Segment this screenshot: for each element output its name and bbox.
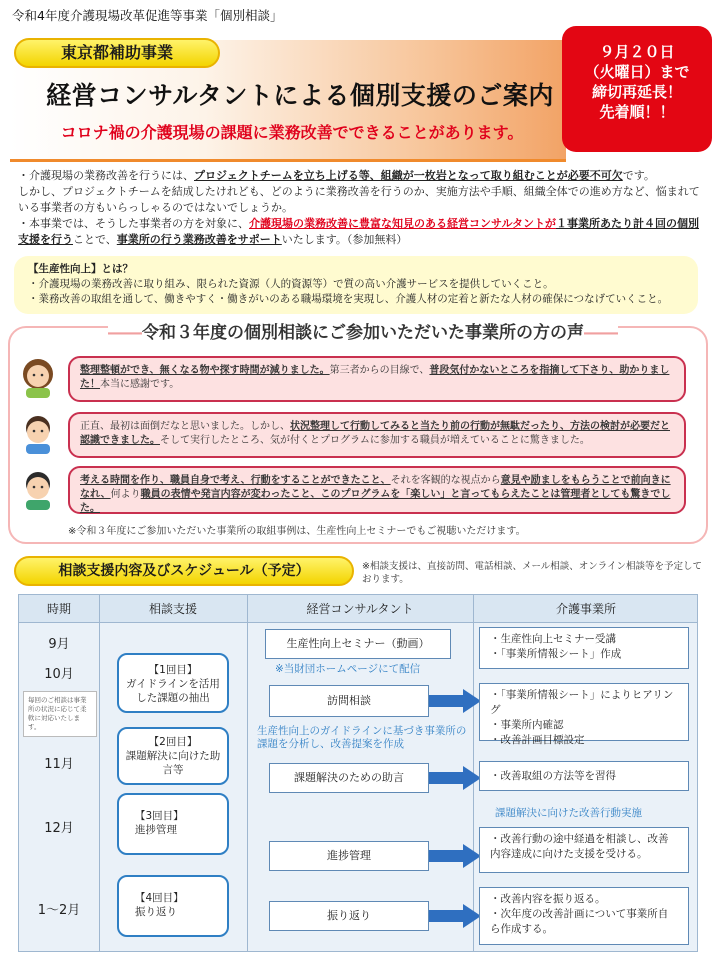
session-4-num: 【4回目】 xyxy=(135,892,184,904)
schedule-tag: 相談支援内容及びスケジュール（予定） xyxy=(14,556,354,586)
progress-box: 進捗管理 xyxy=(269,841,429,871)
voices-note: ※令和３年度にご参加いただいた事業所の取組事例は、生産性向上セミナーでもご視聴いただけます。 xyxy=(68,526,526,537)
voice-3-text-a: それを客観的な視点から xyxy=(390,475,501,486)
period-nov: 11月 xyxy=(44,757,74,772)
header-consultation: 相談支援 xyxy=(148,602,197,616)
page-title: 経営コンサルタントによる個別支援のご案内 xyxy=(46,81,554,110)
voices-title-text: 令和３年度の個別相談にご参加いただいた事業所の方の声 xyxy=(142,323,584,343)
schedule-table xyxy=(18,594,698,952)
facility-box-2 xyxy=(479,683,689,746)
facility-box-2-line-3: ・改善計画目標設定 xyxy=(490,734,585,746)
voice-1-underline-1: 整理整頓ができ、無くなる物や探す時間が減りました。 xyxy=(80,365,330,376)
method-note: ※相談支援は、直接訪問、電話相談、メール相談、オンライン相談等を予定しております。 xyxy=(362,561,702,585)
session-4-text: 振り返り xyxy=(135,906,177,918)
deadline-badge xyxy=(562,26,712,152)
voices-title: ――令和３年度の個別相談にご参加いただいた事業所の方の声―― xyxy=(108,318,618,343)
page-subtitle: コロナ禍の介護現場の課題に業務改善でできることがあります。 xyxy=(60,123,524,142)
deadline-extension: 締切再延長！ xyxy=(591,83,682,101)
voice-3-underline-1: 考える時間を作り、職員自身で考え、行動をすることができたこと、 xyxy=(80,475,391,486)
productivity-line-2: ・業務改善の取組を通して、働きやすく・働きがいのある職場環境を実現し、介護人材の定着と新たな人材の確保につなげていくこと。 xyxy=(28,293,669,305)
header-consultant: 経営コンサルタント xyxy=(306,602,414,616)
period-note: 毎回のご相談は事業所の状況に応じて柔軟に対応いたします。 xyxy=(23,691,97,737)
intro-p1-b: です。 xyxy=(622,169,655,182)
col-divider xyxy=(99,595,100,951)
seminar-box: 生産性向上セミナー（動画） xyxy=(265,629,451,659)
intro-p3-b: １事業所あたり計４回の個別支援を行う xyxy=(18,217,700,246)
session-1-num: 【1回目】 xyxy=(148,664,198,676)
productivity-line-1: ・介護現場の業務改善に取り組み、限られた資源（人的資源等）で質の高い介護サービスを提供していくこと。 xyxy=(28,278,554,290)
facility-box-2-line-1: ・「事業所情報シート」によりヒアリング xyxy=(490,689,674,716)
intro-p3-red: 介護現場の業務改善に豊富な知見のある経営コンサルタントが xyxy=(249,217,557,230)
session-2 xyxy=(117,727,229,785)
voice-1-text-a: 第三者からの目線で、 xyxy=(329,365,430,376)
intro-p2: しかし、プロジェクトチームを結成したけれども、どのように業務改善を行うのか、実施方法や手順、組織全体での進め方など、悩まれている事業者の方もいらっしゃるのではないでしょうか。 xyxy=(18,185,700,214)
seminar-note: ※当財団ホームページにて配信 xyxy=(275,663,421,675)
review-box: 振り返り xyxy=(269,901,429,931)
voice-3-text-b: 何より xyxy=(110,489,141,500)
facility-box-3-line-1: ・改善取組の方法等を習得 xyxy=(490,770,616,782)
voice-card-1 xyxy=(68,356,686,402)
voice-1-text-b: 本当に感謝です。 xyxy=(100,379,180,390)
arrow-right-icon xyxy=(429,766,481,790)
voice-1-underline-2: 普段気付かないところを指摘して下さり、助かりました！ xyxy=(80,365,670,390)
voice-3-underline-2: 意見や励ましをもらうことで前向きになれ、 xyxy=(80,475,671,500)
deadline-first-come: 先着順！！ xyxy=(599,103,675,121)
intro-p3-d: いたします。（参加無料） xyxy=(281,233,408,246)
session-3-text: 進捗管理 xyxy=(135,824,177,836)
man-avatar-icon xyxy=(16,410,60,454)
period-sep: 9月 xyxy=(48,637,70,652)
intro-p3-c: ことで、 xyxy=(73,233,117,246)
productivity-box xyxy=(14,256,698,314)
facility-box-1-line-1: ・生産性向上セミナー受講 xyxy=(490,633,616,645)
facility-box-4 xyxy=(479,827,689,873)
voice-2-underline: 状況整理して行動してみると当たり前の行動が無駄だったり、方法の検討が必要だと認識できました。 xyxy=(80,421,670,446)
facility-box-3 xyxy=(479,761,689,791)
guideline-note: 生産性向上のガイドラインに基づき事業所の課題を分析し、改善提案を作成 xyxy=(257,725,467,750)
facility-box-5-line-2: ・次年度の改善計画について事業所自ら作成する。 xyxy=(490,908,669,935)
intro-text xyxy=(18,168,708,248)
voice-2-text-b: そして実行したところ、気が付くとプログラムに参加する職員が増えていることに驚きました。 xyxy=(160,435,590,446)
period-oct: 10月 xyxy=(44,667,74,682)
arrow-right-icon xyxy=(429,689,481,713)
header-period: 時期 xyxy=(46,602,71,616)
arrow-right-icon xyxy=(429,904,481,928)
subsidy-tag: 東京都補助事業 xyxy=(14,38,220,68)
visit-box: 訪問相談 xyxy=(269,685,429,717)
deadline-day: （火曜日）まで xyxy=(584,63,690,81)
period-dec: 12月 xyxy=(44,821,74,836)
session-1-text: ガイドラインを活用した課題の抽出 xyxy=(126,678,220,704)
productivity-heading: 【生産性向上】とは？ xyxy=(28,263,133,275)
session-4 xyxy=(117,875,229,937)
facility-box-1 xyxy=(479,627,689,669)
session-2-num: 【2回目】 xyxy=(148,736,198,748)
arrow-right-icon xyxy=(429,844,481,868)
voice-card-3 xyxy=(68,466,686,514)
col-divider xyxy=(247,595,248,951)
session-1 xyxy=(117,653,229,713)
woman-avatar-icon xyxy=(16,354,60,398)
facility-box-5 xyxy=(479,887,689,945)
staff-avatar-icon xyxy=(16,466,60,510)
facility-box-1-line-2: ・「事業所情報シート」作成 xyxy=(490,648,622,660)
facility-box-2-line-2: ・事業所内確認 xyxy=(490,719,564,731)
top-note: 令和4年度介護現場改革促進等事業「個別相談」 xyxy=(12,8,283,23)
intro-p1-a: ・介護現場の業務改善を行うには、 xyxy=(18,169,194,182)
period-jan-feb: 1〜2月 xyxy=(37,903,81,918)
voice-card-2 xyxy=(68,412,686,458)
voice-3-underline-3: 職員の表情や発言内容が変わったこと、このプログラムを「楽しい」と言ってもらえたことは管理者としても驚きでした。 xyxy=(80,489,671,514)
advice-box: 課題解決のための助言 xyxy=(269,763,429,793)
intro-p3-a: ・本事業では、そうした事業者の方を対象に、 xyxy=(18,217,249,230)
intro-p3-underline: 事業所の行う業務改善をサポート xyxy=(116,233,282,246)
header-facility: 介護事業所 xyxy=(555,602,616,616)
session-3 xyxy=(117,793,229,855)
table-header xyxy=(19,595,697,623)
session-3-num: 【3回目】 xyxy=(135,810,184,822)
session-2-text: 課題解決に向けた助言等 xyxy=(125,750,221,776)
deadline-date: ９月２０日 xyxy=(599,43,675,61)
facility-box-5-line-1: ・改善内容を振り返る。 xyxy=(490,893,606,905)
intro-p1-underline: プロジェクトチームを立ち上げる等、組織が一枚岩となって取り組むことが必要不可欠 xyxy=(194,169,623,182)
action-note: 課題解決に向けた改善行動実施 xyxy=(495,807,642,819)
facility-box-4-line-1: ・改善行動の途中経過を相談し、改善内容達成に向けた支援を受ける。 xyxy=(490,833,669,860)
voice-2-text-a: 正直、最初は面倒だなと思いました。しかし、 xyxy=(80,421,290,432)
